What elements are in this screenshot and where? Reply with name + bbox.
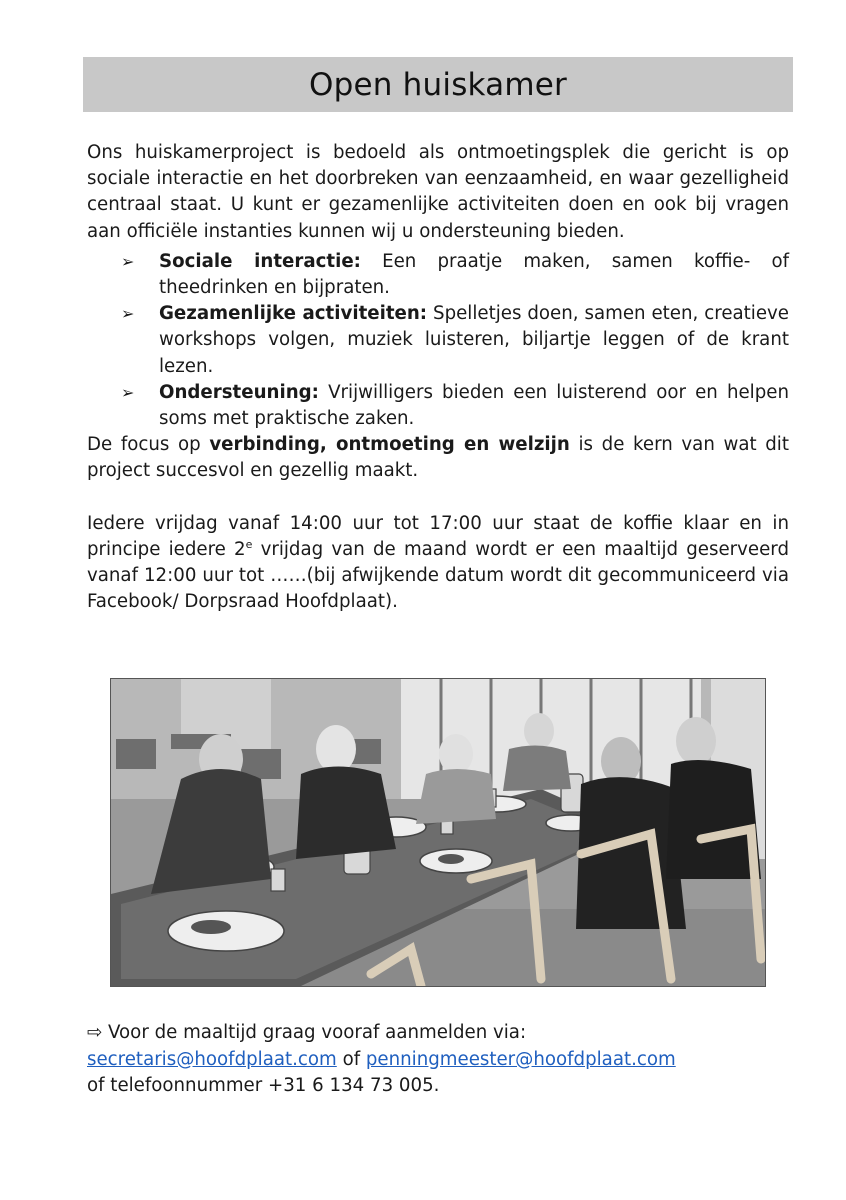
arrow-right-icon: ⇨ bbox=[87, 1022, 103, 1043]
email-link-penningmeester[interactable]: penningmeester@hoofdplaat.com bbox=[365, 1048, 676, 1070]
list-item bbox=[121, 380, 789, 432]
list-item bbox=[121, 249, 789, 301]
schedule-paragraph bbox=[87, 511, 789, 616]
bullet-text: Een praatje maken, samen koffie- of theedrinken en bijpraten. bbox=[159, 250, 789, 299]
footer-phone: of telefoonnummer +31 6 134 73 005. bbox=[87, 1075, 440, 1096]
focus-paragraph bbox=[87, 432, 789, 484]
list-item bbox=[121, 301, 789, 380]
focus-prefix: De focus op bbox=[87, 434, 210, 456]
group-dinner-photo bbox=[110, 678, 766, 987]
title-bar bbox=[83, 57, 793, 112]
footer-line1 bbox=[87, 1020, 676, 1047]
bullet-label: Gezamenlijke activiteiten: bbox=[159, 303, 428, 325]
email-link-secretaris[interactable]: secretaris@hoofdplaat.com bbox=[87, 1048, 337, 1070]
page-title: Open huiskamer bbox=[309, 66, 567, 103]
footer-or-text: of bbox=[336, 1048, 366, 1070]
bullet-label: Ondersteuning: bbox=[159, 381, 319, 403]
arrowhead-bullet-icon: ➢ bbox=[121, 304, 135, 324]
footer-contact bbox=[87, 1020, 676, 1100]
schedule-sup: e bbox=[245, 537, 253, 551]
bullet-text: Vrijwilligers bieden een luisterend oor en helpen soms met praktische zaken. bbox=[159, 381, 789, 430]
main-content bbox=[87, 140, 789, 615]
activity-list bbox=[87, 249, 789, 432]
bullet-text: Spelletjes doen, samen eten, creatieve workshops volgen, muziek luisteren, biljartje leggen of de krant lezen. bbox=[159, 303, 789, 377]
arrowhead-bullet-icon: ➢ bbox=[121, 251, 135, 271]
arrowhead-bullet-icon: ➢ bbox=[121, 382, 135, 402]
footer-signup-text: Voor de maaltijd graag vooraf aanmelden via: bbox=[102, 1022, 527, 1043]
schedule-part2: vrijdag van de maand wordt er een maaltijd geserveerd vanaf 12:00 uur tot ……(bij afwijkende datum wordt dit gecommuniceerd via Facebook/ Dorpsraad Hoofdplaat). bbox=[87, 538, 789, 613]
footer-line2 bbox=[87, 1047, 676, 1074]
bullet-label: Sociale interactie: bbox=[159, 250, 361, 272]
focus-bold: verbinding, ontmoeting en welzijn bbox=[209, 434, 570, 456]
intro-paragraph: Ons huiskamerproject is bedoeld als ontmoetingsplek die gericht is op sociale interactie en het doorbreken van eenzaamheid, en waar gezelligheid centraal staat. U kunt er gezamenlijke activiteiten doen en ook bij vragen aan officiële instanties kunnen wij u ondersteuning bieden. bbox=[87, 142, 789, 242]
schedule-part1: Iedere vrijdag vanaf 14:00 uur tot 17:00 uur staat de koffie klaar en in principe iedere 2 bbox=[87, 512, 789, 560]
focus-suffix: is de kern van wat dit project succesvol en gezellig maakt. bbox=[87, 434, 789, 482]
